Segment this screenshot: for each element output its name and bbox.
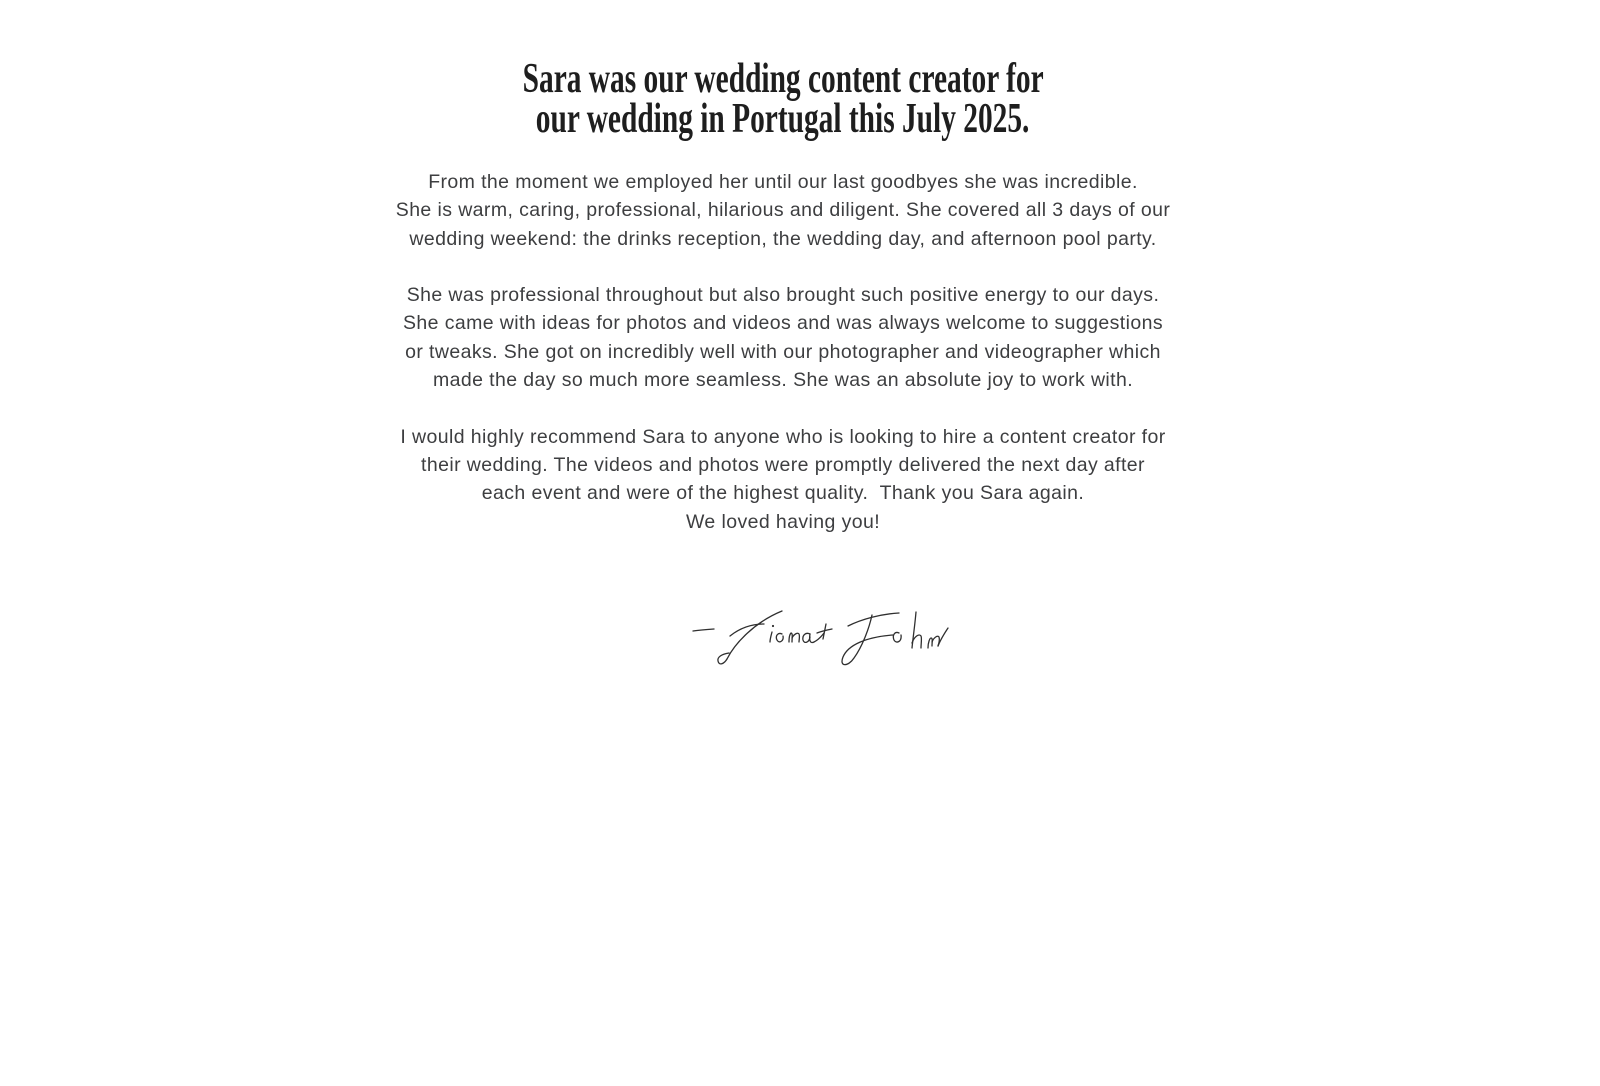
paragraph-1 xyxy=(383,168,1183,253)
paragraph-line: She came with ideas for photos and videos and was always welcome to suggestions xyxy=(402,312,1163,335)
paragraph-line: or tweaks. She got on incredibly well with our photographer and videographer which xyxy=(405,340,1161,363)
paragraph-line: From the moment we employed her until our last goodbyes she was incredible. xyxy=(428,171,1138,193)
paragraph-3 xyxy=(383,423,1183,536)
paragraph-2 xyxy=(383,281,1183,394)
testimonial-body xyxy=(383,168,1183,536)
paragraph-line: She was professional throughout but also brought such positive energy to our days. xyxy=(406,284,1160,307)
heading-line-1: Sara was our wedding content creator for xyxy=(522,56,1044,102)
paragraph-line: We loved having you! xyxy=(685,510,881,533)
heading-line-2: our wedding in Portugal this July 2025. xyxy=(536,96,1030,142)
paragraph-line: made the day so much more seamless. She was an absolute joy to work with. xyxy=(432,369,1134,392)
paragraph-line: I would highly recommend Sara to anyone who is looking to hire a content creator for xyxy=(400,425,1166,448)
signature-dash-stroke xyxy=(693,629,714,631)
signature-script-icon xyxy=(685,595,955,675)
signature xyxy=(685,595,955,675)
paragraph-line: She is warm, caring, professional, hilarious and diligent. She covered all 3 days of our xyxy=(395,199,1171,222)
paragraph-line: each event and were of the highest quality. Thank you Sara again. xyxy=(481,482,1085,505)
testimonial-heading xyxy=(383,56,1183,142)
paragraph-line: their wedding. The videos and photos were promptly delivered the next day after xyxy=(421,453,1145,476)
paragraph-line: wedding weekend: the drinks reception, the wedding day, and afternoon pool party. xyxy=(409,227,1157,250)
